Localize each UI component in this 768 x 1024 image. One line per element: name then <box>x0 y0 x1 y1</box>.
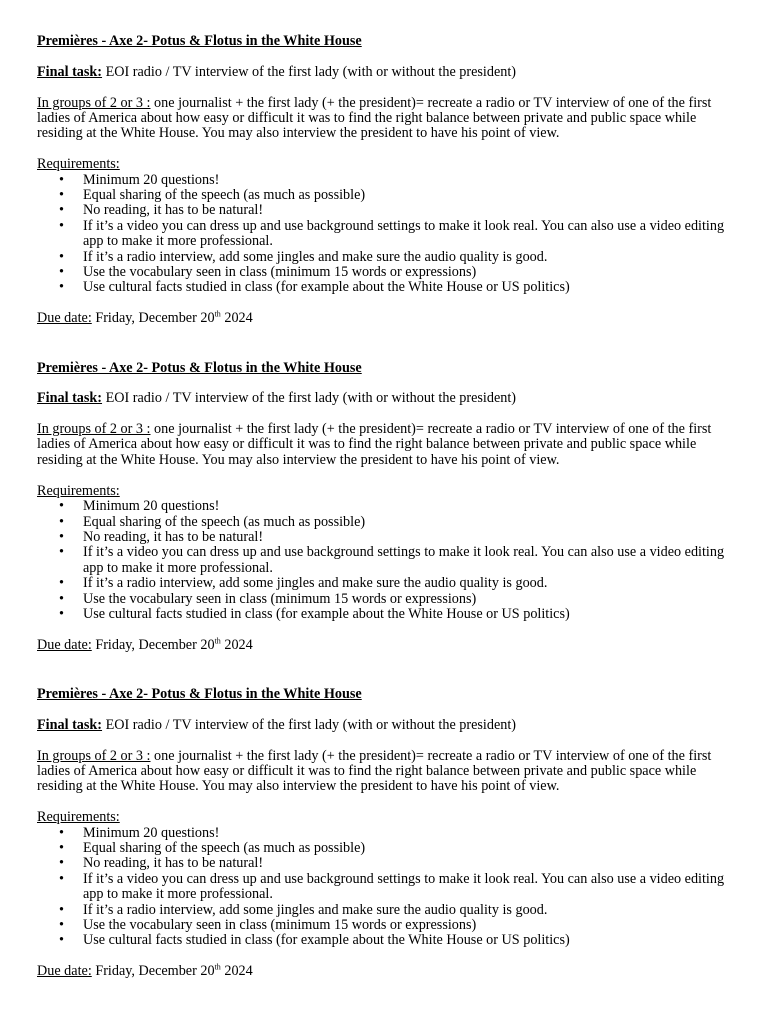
assignment-block <box>37 34 737 361</box>
requirements-label: Requirements: <box>37 482 120 499</box>
groups-text: one journalist + the first lady (+ the president)= recreate a radio or TV interview of one of the first ladies of America about how easy or difficult it was to find the right balance between private and public space while residing at the White House. You may also interview the president to have his point of view. <box>37 421 712 468</box>
due-date-year: 2024 <box>220 310 253 327</box>
due-date-paragraph <box>37 311 737 326</box>
requirement-item <box>37 219 737 250</box>
due-date-label: Due date: <box>37 636 92 653</box>
requirement-text: Equal sharing of the speech (as much as possible) <box>83 187 366 203</box>
requirement-text: Equal sharing of the speech (as much as possible) <box>83 513 366 530</box>
requirement-text: Use cultural facts studied in class (for example about the White House or US politics) <box>83 605 570 622</box>
requirement-text: Use cultural facts studied in class (for example about the White House or US politics) <box>83 932 570 949</box>
final-task-paragraph <box>37 391 737 406</box>
bullet-icon: • <box>59 528 64 545</box>
due-date-label: Due date: <box>37 963 92 980</box>
assignment-block <box>37 361 737 688</box>
final-task-paragraph <box>37 718 737 733</box>
due-date-ordinal: th <box>214 636 221 645</box>
assignment-title: Premières - Axe 2- Potus & Flotus in the White House <box>37 33 362 49</box>
requirement-text: Use cultural facts studied in class (for example about the White House or US politics) <box>83 279 570 296</box>
bullet-icon: • <box>59 279 64 296</box>
requirement-text: If it’s a radio interview, add some jingles and make sure the audio quality is good. <box>83 248 548 265</box>
bullet-icon: • <box>59 187 64 203</box>
bullet-icon: • <box>59 498 64 515</box>
requirements-list <box>37 173 737 296</box>
requirements-list <box>37 499 737 622</box>
due-date-paragraph <box>37 964 737 979</box>
final-task-text: EOI radio / TV interview of the first lady (with or without the president) <box>102 716 517 733</box>
requirement-item <box>37 250 737 265</box>
bullet-icon: • <box>59 264 64 281</box>
requirement-item <box>37 545 737 576</box>
requirement-text: Minimum 20 questions! <box>83 498 220 515</box>
requirement-item <box>37 515 737 530</box>
requirement-text: If it’s a video you can dress up and use background settings to make it look real. You can also use a video editing app to make it more professional. <box>83 544 725 576</box>
groups-label: In groups of 2 or 3 : <box>37 747 151 764</box>
final-task-label: Final task: <box>37 716 103 733</box>
groups-label: In groups of 2 or 3 : <box>37 421 151 438</box>
bullet-icon: • <box>59 932 64 949</box>
bullet-icon: • <box>59 575 64 592</box>
bullet-icon: • <box>59 513 64 530</box>
requirement-text: Equal sharing of the speech (as much as possible) <box>83 840 366 856</box>
requirement-item <box>37 903 737 918</box>
requirement-item <box>37 607 737 622</box>
bullet-icon: • <box>59 824 64 841</box>
bullet-icon: • <box>59 590 64 607</box>
requirement-item <box>37 826 737 841</box>
requirement-item <box>37 856 737 871</box>
requirement-text: If it’s a video you can dress up and use background settings to make it look real. You can also use a video editing app to make it more professional. <box>83 870 725 903</box>
requirement-text: Minimum 20 questions! <box>83 171 220 188</box>
final-task-text: EOI radio / TV interview of the first lady (with or without the president) <box>102 63 517 80</box>
requirement-item <box>37 499 737 514</box>
requirement-text: No reading, it has to be natural! <box>83 528 264 545</box>
requirement-text: If it’s a radio interview, add some jingles and make sure the audio quality is good. <box>83 575 548 592</box>
assignment-title: Premières - Axe 2- Potus & Flotus in the White House <box>37 686 362 702</box>
requirement-item <box>37 173 737 188</box>
requirement-item <box>37 918 737 933</box>
requirement-text: Use the vocabulary seen in class (minimum 15 words or expressions) <box>83 264 477 281</box>
groups-paragraph <box>37 749 737 795</box>
groups-paragraph <box>37 96 737 142</box>
requirement-item <box>37 592 737 607</box>
requirement-text: Minimum 20 questions! <box>83 824 220 841</box>
requirement-item <box>37 188 737 203</box>
bullet-icon: • <box>59 544 64 561</box>
groups-text: one journalist + the first lady (+ the president)= recreate a radio or TV interview of one of the first ladies of America about how easy or difficult it was to find the right balance between private and public space while residing at the White House. You may also interview the president to have his point of view. <box>37 747 712 795</box>
groups-paragraph <box>37 422 737 468</box>
requirement-item <box>37 872 737 903</box>
document-page <box>37 34 737 1014</box>
requirements-list <box>37 826 737 949</box>
groups-label: In groups of 2 or 3 : <box>37 94 151 111</box>
bullet-icon: • <box>59 202 64 219</box>
due-date-text: Friday, December 20 <box>91 636 215 653</box>
requirements-label: Requirements: <box>37 156 120 173</box>
bullet-icon: • <box>59 217 64 234</box>
requirements-label: Requirements: <box>37 809 120 826</box>
final-task-label: Final task: <box>37 390 103 407</box>
requirement-item <box>37 265 737 280</box>
requirement-item <box>37 280 737 295</box>
bullet-icon: • <box>59 917 64 934</box>
bullet-icon: • <box>59 248 64 265</box>
due-date-paragraph <box>37 638 737 653</box>
requirement-text: Use the vocabulary seen in class (minimum 15 words or expressions) <box>83 917 477 934</box>
requirement-item <box>37 203 737 218</box>
requirement-text: Use the vocabulary seen in class (minimum 15 words or expressions) <box>83 590 477 607</box>
bullet-icon: • <box>59 901 64 918</box>
final-task-label: Final task: <box>37 63 103 80</box>
bullet-icon: • <box>59 171 64 188</box>
requirement-item <box>37 933 737 948</box>
bullet-icon: • <box>59 855 64 872</box>
requirement-item <box>37 530 737 545</box>
final-task-text: EOI radio / TV interview of the first lady (with or without the president) <box>102 390 517 407</box>
requirement-text: If it’s a radio interview, add some jingles and make sure the audio quality is good. <box>83 901 548 918</box>
due-date-ordinal: th <box>214 962 221 972</box>
due-date-year: 2024 <box>220 636 253 653</box>
requirement-text: No reading, it has to be natural! <box>83 855 264 872</box>
requirement-text: If it’s a video you can dress up and use background settings to make it look real. You can also use a video editing app to make it more professional. <box>83 217 725 250</box>
due-date-ordinal: th <box>214 309 221 319</box>
requirement-text: No reading, it has to be natural! <box>83 202 264 219</box>
requirement-item <box>37 576 737 591</box>
final-task-paragraph <box>37 65 737 80</box>
assignment-title: Premières - Axe 2- Potus & Flotus in the White House <box>37 359 362 376</box>
due-date-year: 2024 <box>220 963 253 980</box>
due-date-text: Friday, December 20 <box>91 963 215 980</box>
bullet-icon: • <box>59 840 64 856</box>
due-date-label: Due date: <box>37 310 92 327</box>
assignment-block <box>37 687 737 1014</box>
bullet-icon: • <box>59 870 64 887</box>
groups-text: one journalist + the first lady (+ the president)= recreate a radio or TV interview of one of the first ladies of America about how easy or difficult it was to find the right balance between private and public space while residing at the White House. You may also interview the president to have his point of view. <box>37 94 712 142</box>
bullet-icon: • <box>59 605 64 622</box>
due-date-text: Friday, December 20 <box>91 310 215 327</box>
requirement-item <box>37 841 737 856</box>
